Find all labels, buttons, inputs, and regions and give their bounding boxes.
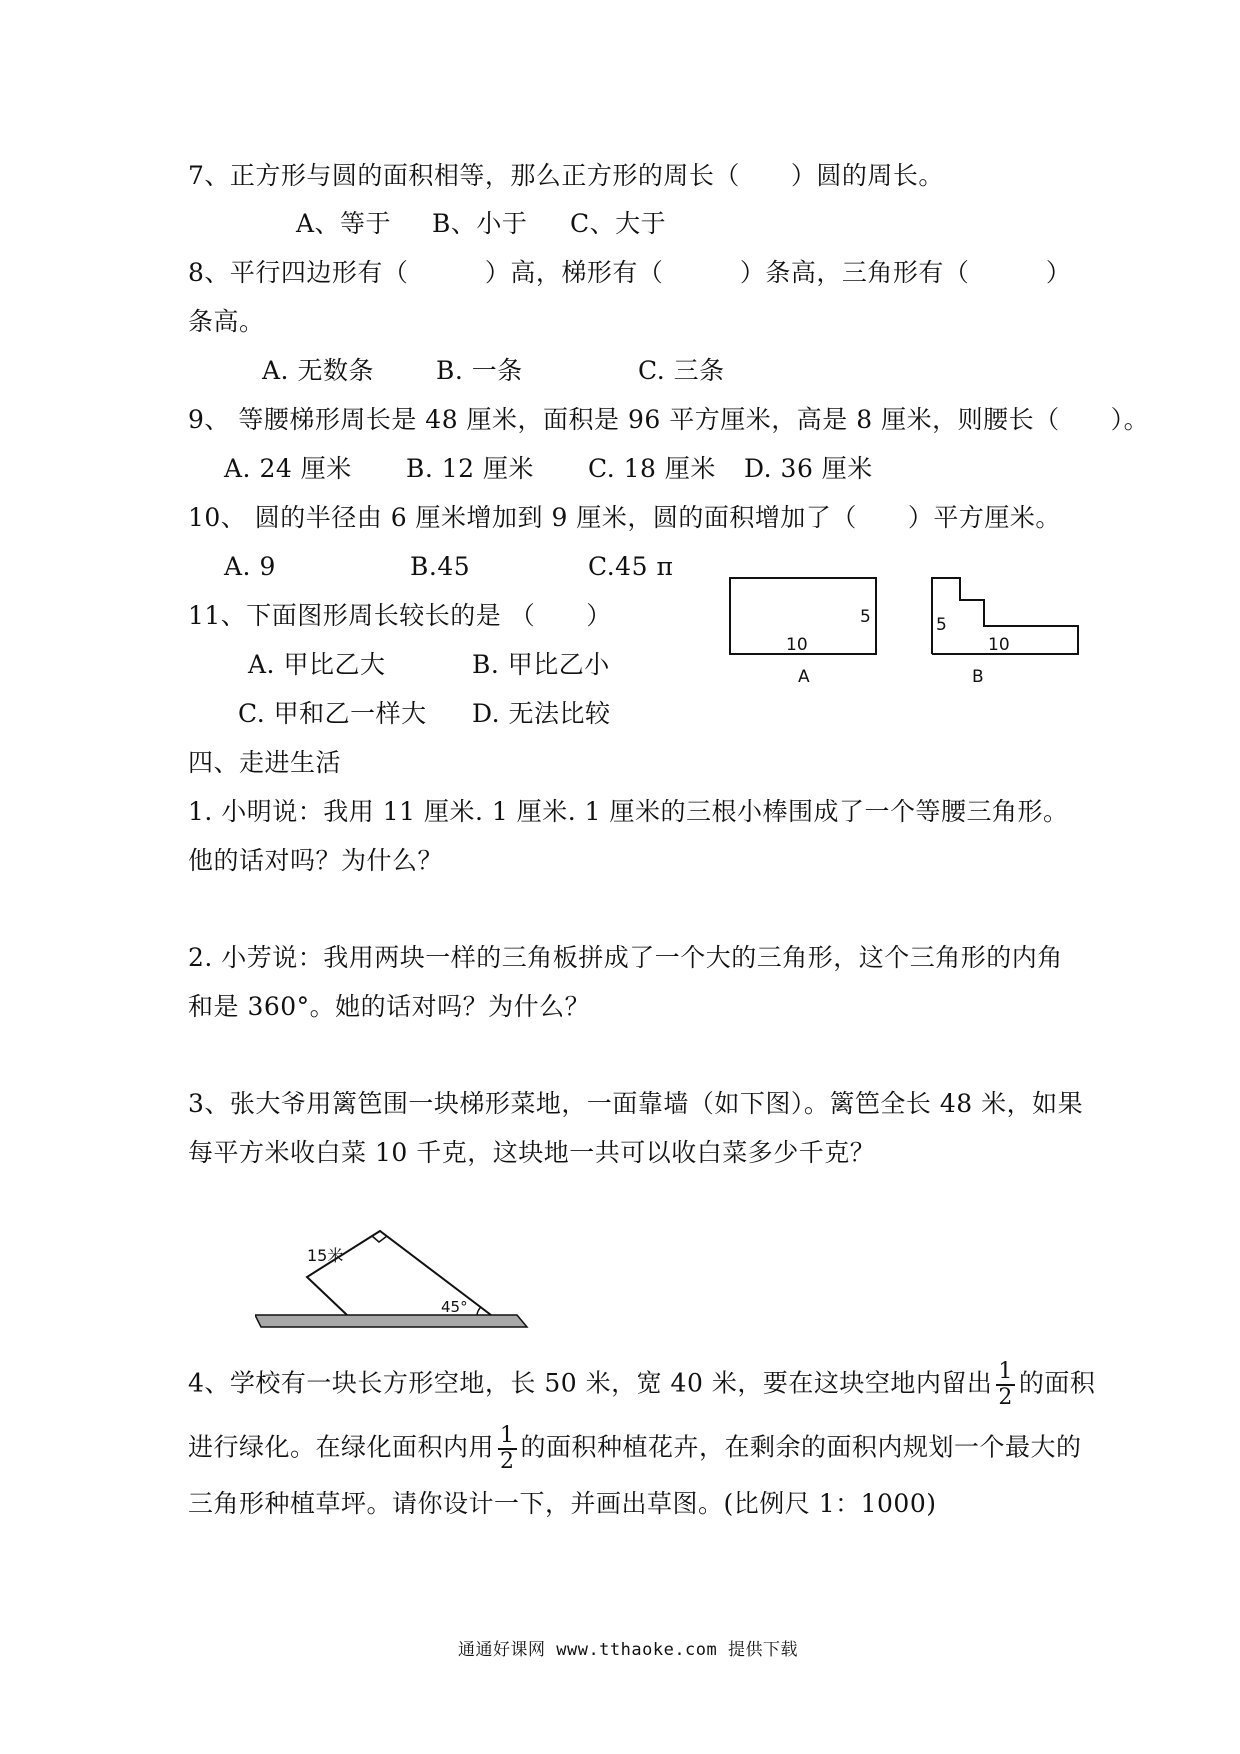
problem-1-line-1: 1. 小明说：我用 11 厘米. 1 厘米. 1 厘米的三根小棒围成了一个等腰三角形。 xyxy=(188,797,1069,826)
q9-stem: 9、 等腰梯形周长是 48 厘米，面积是 96 平方厘米，高是 8 厘米，则腰长（ ）。 xyxy=(188,405,1150,434)
problem-4-line-2-text-b: 的面积种植花卉，在剩余的面积内规划一个最大的 xyxy=(520,1432,1082,1462)
q8-stem: 8、平行四边形有（ ）高，梯形有（ ）条高，三角形有（ ） xyxy=(188,258,1072,287)
problem-2-line-1: 2. 小芳说：我用两块一样的三角板拼成了一个大的三角形，这个三角形的内角 xyxy=(188,943,1063,972)
fraction-numerator: 1 xyxy=(998,1359,1013,1384)
problem-3-line-2: 每平方米收白菜 10 千克，这块地一共可以收白菜多少千克？ xyxy=(188,1138,876,1167)
figure-a-width-label: 10 xyxy=(786,635,808,655)
fraction-numerator: 1 xyxy=(500,1423,515,1448)
problem-2-line-2: 和是 360°。她的话对吗？为什么？ xyxy=(188,992,591,1021)
fraction-one-half xyxy=(498,1424,517,1474)
q10-option-b: B.45 xyxy=(410,552,471,581)
q7-option-b: B、小于 xyxy=(432,209,528,238)
page-footer: 通通好课网 www.tthaoke.com 提供下载 xyxy=(458,1640,798,1660)
q11-option-d: D. 无法比较 xyxy=(472,699,611,728)
q8-stem-continued: 条高。 xyxy=(188,307,265,336)
fraction-denominator: 2 xyxy=(998,1385,1013,1410)
q9-option-c: C. 18 厘米 xyxy=(588,454,716,483)
q10-option-a: A. 9 xyxy=(224,552,276,581)
problem-3-angle-label: 45° xyxy=(441,1298,468,1316)
q8-option-a: A. 无数条 xyxy=(262,356,374,385)
q9-option-d: D. 36 厘米 xyxy=(744,454,873,483)
q10-option-c: C.45 π xyxy=(588,552,674,581)
problem-4-line-2-text-a: 进行绿化。在绿化面积内用 xyxy=(188,1432,495,1462)
problem-3-line-1: 3、张大爷用篱笆围一块梯形菜地，一面靠墙（如下图）。篱笆全长 48 米，如果 xyxy=(188,1089,1084,1118)
fraction-denominator: 2 xyxy=(500,1449,515,1474)
problem-4-line-2 xyxy=(188,1424,1082,1474)
figure-a-rectangle xyxy=(720,570,890,690)
problem-3-side-label: 15米 xyxy=(307,1246,344,1265)
figure-a-height-label: 5 xyxy=(860,607,871,627)
problem-4-line-1-text-a: 4、学校有一块长方形空地，长 50 米，宽 40 米，要在这块空地内留出 xyxy=(188,1368,993,1398)
q7-stem: 7、正方形与圆的面积相等，那么正方形的周长（ ）圆的周长。 xyxy=(188,161,944,190)
q9-option-b: B. 12 厘米 xyxy=(406,454,535,483)
figure-b-height-label: 5 xyxy=(936,615,947,635)
figure-b-stepped-shape xyxy=(922,570,1092,690)
problem-1-line-2: 他的话对吗？为什么？ xyxy=(188,846,444,875)
fraction-one-half xyxy=(996,1360,1015,1410)
problem-4-line-1-text-b: 的面积 xyxy=(1018,1368,1096,1398)
q11-option-b: B. 甲比乙小 xyxy=(472,650,610,679)
q8-option-b: B. 一条 xyxy=(436,356,523,385)
q7-option-a: A、等于 xyxy=(296,209,392,238)
q8-option-c: C. 三条 xyxy=(638,356,725,385)
q11-stem: 11、下面图形周长较长的是 （ ） xyxy=(188,601,612,630)
q11-option-c: C. 甲和乙一样大 xyxy=(238,699,427,728)
problem-4-line-1 xyxy=(188,1360,1095,1410)
problem-3-trapezoid-figure xyxy=(255,1225,545,1335)
problem-4-line-3: 三角形种植草坪。请你设计一下，并画出草图。(比例尺 1：1000) xyxy=(188,1489,937,1518)
figure-b-caption: B xyxy=(972,667,984,687)
q10-stem: 10、 圆的半径由 6 厘米增加到 9 厘米，圆的面积增加了（ ）平方厘米。 xyxy=(188,503,1061,532)
q11-option-a: A. 甲比乙大 xyxy=(248,650,386,679)
figure-a-caption: A xyxy=(798,667,810,687)
figure-b-width-label: 10 xyxy=(988,635,1010,655)
q9-option-a: A. 24 厘米 xyxy=(224,454,352,483)
section-4-title: 四、走进生活 xyxy=(188,748,342,777)
q7-option-c: C、大于 xyxy=(570,209,667,238)
